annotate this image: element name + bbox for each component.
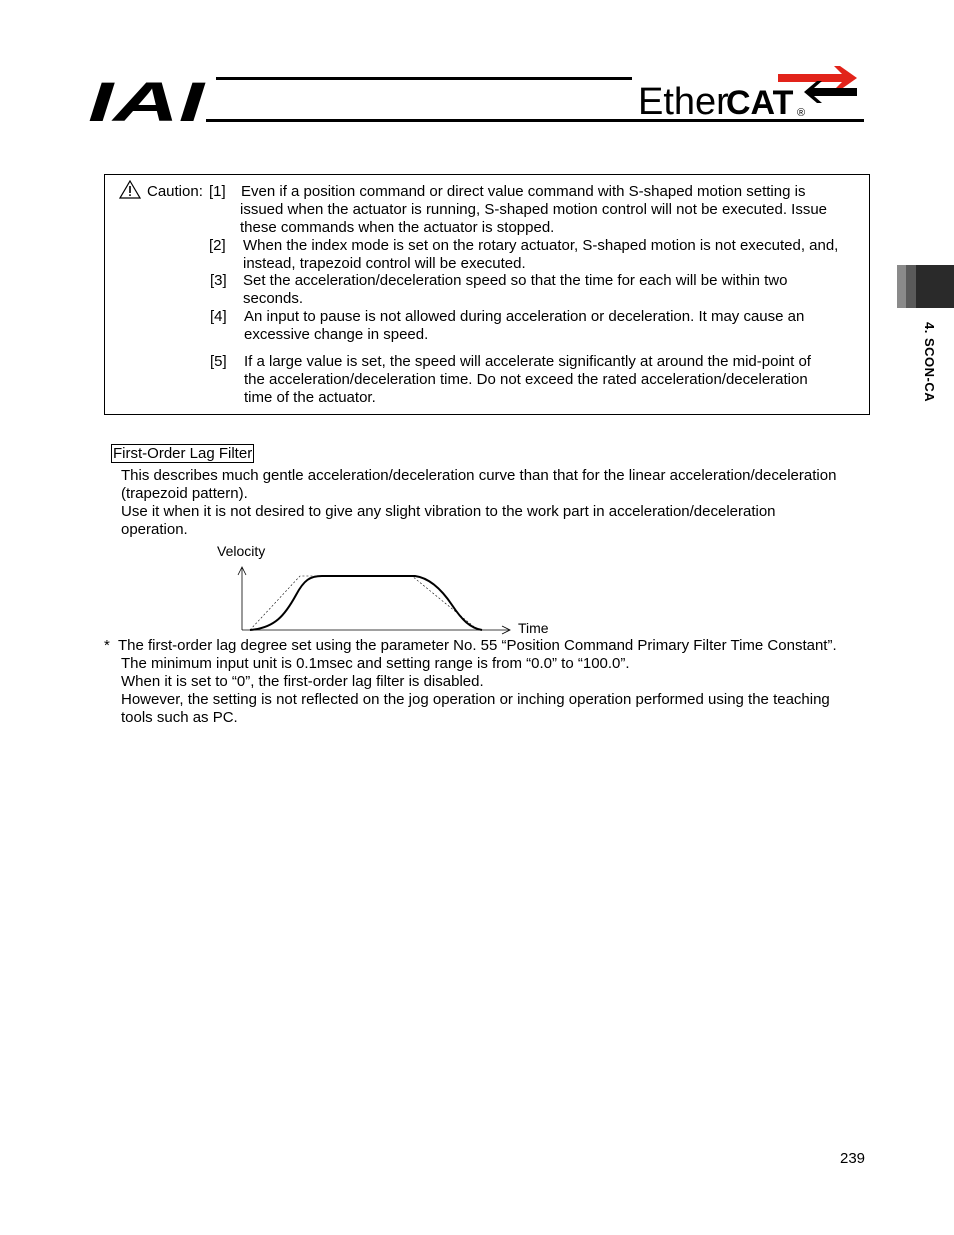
caution-item-num: [4] [210, 308, 227, 325]
caution-item-line: Set the acceleration/deceleration speed so that the time for each will be within two [243, 272, 788, 289]
velocity-time-diagram [230, 560, 520, 636]
caution-item-line: excessive change in speed. [244, 326, 429, 343]
ethercat-logo-cat: CAT [726, 84, 794, 120]
note-line: When it is set to “0”, the first-order lag filter is disabled. [121, 673, 484, 690]
note-line: However, the setting is not reflected on the jog operation or inching operation performed using the teaching [121, 691, 830, 708]
note-line: The first-order lag degree set using the parameter No. 55 “Position Command Primary Filter Time Constant”. [118, 637, 837, 654]
lag-filter-curve [250, 576, 482, 630]
black-arrow-icon [804, 81, 857, 103]
caution-item-line: time of the actuator. [244, 389, 376, 406]
caution-item-line: instead, trapezoid control will be executed. [243, 255, 526, 272]
header-rule-top [216, 77, 632, 80]
ethercat-logo [636, 64, 862, 120]
note-line: The minimum input unit is 0.1msec and setting range is from “0.0” to “100.0”. [121, 655, 630, 672]
paragraph-line: (trapezoid pattern). [121, 485, 248, 502]
page-number: 239 [840, 1150, 866, 1167]
note-marker: * [104, 637, 110, 654]
trapezoid-reference-curve [250, 576, 478, 630]
note-line: tools such as PC. [121, 709, 238, 726]
caution-prefix: Caution: [147, 183, 203, 200]
caution-item-num: [2] [209, 237, 226, 254]
caution-item-line: the acceleration/deceleration time. Do not exceed the rated acceleration/deceleration [244, 371, 808, 388]
caution-box [104, 174, 870, 415]
section-heading: First-Order Lag Filter [113, 445, 253, 462]
iai-logo [88, 78, 206, 124]
caution-item-line: Even if a position command or direct value command with S-shaped motion setting is [241, 183, 806, 200]
warning-triangle-icon [119, 180, 141, 199]
caution-item-num: [1] [209, 183, 226, 200]
caution-item-num: [5] [210, 353, 227, 370]
svg-text:IAI: IAI [88, 78, 206, 124]
diagram-x-label: Time [518, 620, 549, 636]
paragraph-line: Use it when it is not desired to give any slight vibration to the work part in acceleration/deceleration [121, 503, 776, 520]
paragraph-line: operation. [121, 521, 188, 538]
caution-item-line: If a large value is set, the speed will accelerate significantly at around the mid-point of [244, 353, 811, 370]
caution-item-num: [3] [210, 272, 227, 289]
caution-item-line: seconds. [243, 290, 304, 307]
caution-item-line: issued when the actuator is running, S-shaped motion control will not be executed. Issue [240, 201, 828, 218]
caution-item-line: these commands when the actuator is stopped. [240, 219, 555, 236]
ethercat-logo-registered: ® [797, 107, 806, 119]
caution-item-line: When the index mode is set on the rotary actuator, S-shaped motion is not executed, and, [243, 237, 839, 254]
chapter-tab [897, 265, 954, 308]
paragraph-line: This describes much gentle acceleration/deceleration curve than that for the linear acceleration/deceleration [121, 467, 837, 484]
caution-item-line: An input to pause is not allowed during acceleration or deceleration. It may cause an [244, 308, 805, 325]
ethercat-logo-ether: Ether [638, 81, 729, 120]
diagram-y-label: Velocity [217, 543, 266, 559]
chapter-label: 4. SCON-CA [922, 322, 937, 403]
